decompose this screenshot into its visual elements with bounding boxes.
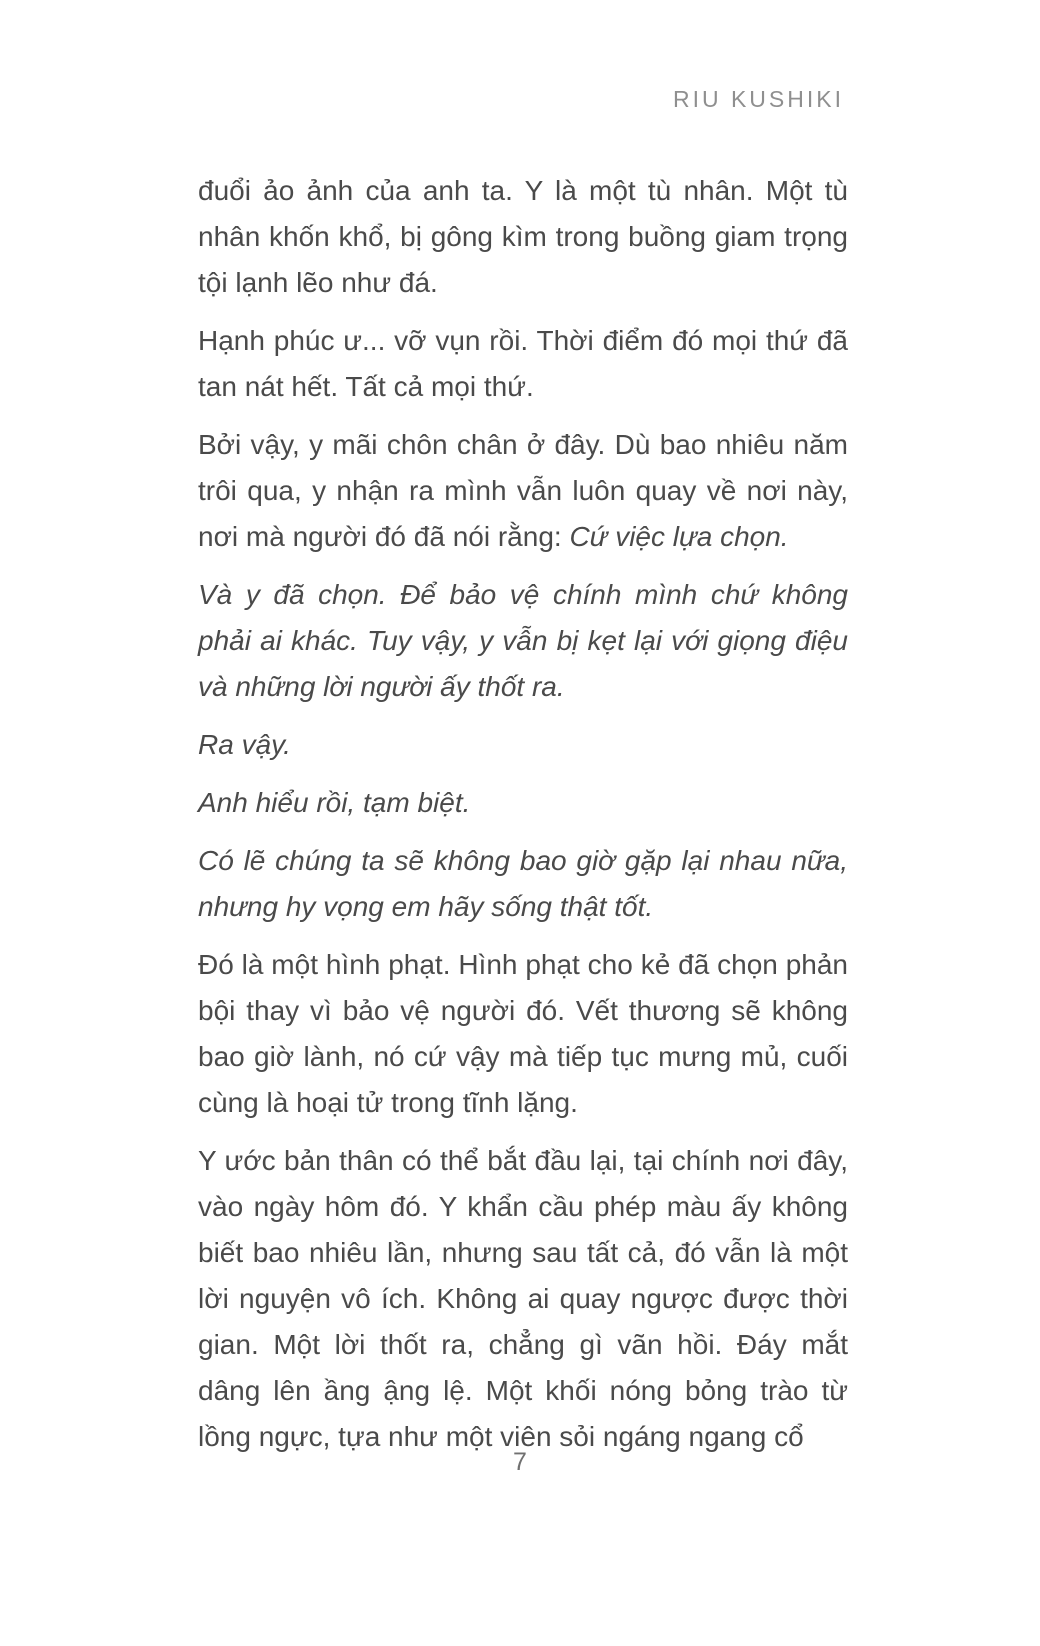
text-segment: đuổi ảo ảnh của anh ta. Y là một tù nhân. Một tù nhân khốn khổ, bị gông kìm trong buồng giam trọng tội lạnh lẽo như đá. — [198, 175, 848, 298]
text-segment: Hạnh phúc ư... vỡ vụn rồi. Thời điểm đó mọi thứ đã tan nát hết. Tất cả mọi thứ. — [198, 325, 848, 402]
text-segment-italic: Ra vậy. — [198, 729, 291, 760]
text-segment-italic: Anh hiểu rồi, tạm biệt. — [198, 787, 471, 818]
paragraph — [198, 168, 848, 306]
paragraph — [198, 1138, 848, 1460]
page-body — [198, 168, 848, 1472]
page-number: 7 — [513, 1448, 527, 1476]
paragraph — [198, 572, 848, 710]
paragraph — [198, 780, 848, 826]
paragraph — [198, 318, 848, 410]
running-header-author: RIU KUSHIKI — [672, 86, 844, 112]
paragraph — [198, 722, 848, 768]
paragraph — [198, 942, 848, 1126]
text-segment-italic: Và y đã chọn. Để bảo vệ chính mình chứ không phải ai khác. Tuy vậy, y vẫn bị kẹt lại với giọng điệu và những lời người ấy thốt ra. — [198, 579, 848, 702]
text-segment: Y ước bản thân có thể bắt đầu lại, tại chính nơi đây, vào ngày hôm đó. Y khẩn cầu phép màu ấy không biết bao nhiêu lần, nhưng sau tất cả, đó vẫn là một lời nguyện vô ích. Không ai quay ngược được thời gian. Một lời thốt ra, chẳng gì vãn hồi. Đáy mắt dâng lên ầng ậng lệ. Một khối nóng bỏng trào từ lồng ngực, tựa như một viên sỏi ngáng ngang cổ — [198, 1145, 848, 1452]
paragraph — [198, 838, 848, 930]
text-segment-italic: Có lẽ chúng ta sẽ không bao giờ gặp lại nhau nữa, nhưng hy vọng em hãy sống thật tốt. — [198, 845, 848, 922]
text-segment: Bởi vậy, y mãi chôn chân ở đây. Dù bao nhiêu năm trôi qua, y nhận ra mình vẫn luôn quay về nơi này, nơi mà người đó đã nói rằng: — [198, 429, 848, 552]
paragraph — [198, 422, 848, 560]
text-segment-italic: Cứ việc lựa chọn. — [569, 521, 789, 552]
text-segment: Đó là một hình phạt. Hình phạt cho kẻ đã chọn phản bội thay vì bảo vệ người đó. Vết thương sẽ không bao giờ lành, nó cứ vậy mà tiếp tục mưng mủ, cuối cùng là hoại tử trong tĩnh lặng. — [198, 949, 848, 1118]
